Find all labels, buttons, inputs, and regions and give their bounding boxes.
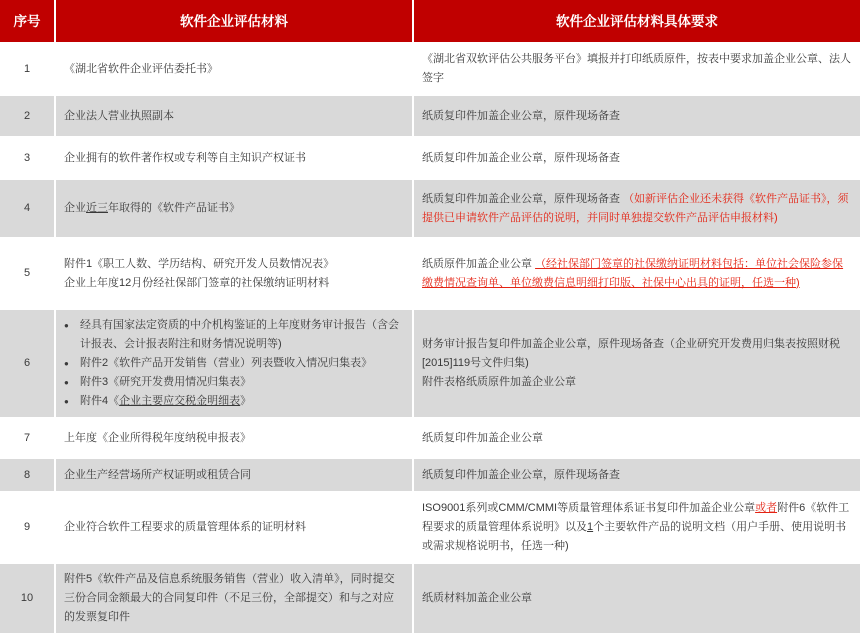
material-cell (56, 44, 412, 94)
line-text (64, 429, 404, 448)
row-number-cell (0, 138, 54, 178)
text-segment: 》 (240, 395, 252, 407)
text-line (64, 354, 404, 373)
text-line (64, 429, 404, 448)
text-segment: 《湖北省软件企业评估委托书》 (64, 62, 218, 75)
table-row (0, 239, 860, 308)
row-number-cell (0, 310, 54, 417)
row-number: 2 (23, 109, 31, 122)
text-segment: 企业生产经营场所产权证明或租赁合同 (64, 468, 251, 481)
text-line (422, 429, 852, 448)
requirement-lines (422, 255, 852, 293)
text-segment: 个主要软件产品的说明文档（用户手册、使用说明书或需求规格说明书，任选一种) (422, 521, 847, 552)
requirement-cell (414, 138, 860, 178)
text-line (64, 570, 404, 627)
row-number-cell (0, 493, 54, 562)
material-cell (56, 96, 412, 136)
row-number: 9 (23, 521, 31, 533)
material-cell (56, 493, 412, 562)
requirement-lines (422, 466, 852, 485)
text-line (422, 50, 852, 88)
row-number: 8 (23, 468, 31, 481)
line-text (64, 255, 404, 274)
text-line (422, 190, 852, 228)
header-cell-requirement: 软件企业评估材料具体要求 (414, 0, 860, 42)
requirement-lines (422, 335, 852, 392)
line-text (80, 373, 404, 392)
text-segment-redu: （经社保部门签章的社保缴纳证明材料包括：单位社会保险参保缴费情况查询单、单位缴费信息明细打印版、社保中心出具的证明，任选一种) (422, 257, 844, 289)
text-line (64, 199, 404, 218)
material-lines (64, 255, 404, 293)
line-text (64, 570, 404, 627)
text-segment: 附件1《职工人数、学历结构、研究开发人员数情况表》 (64, 257, 335, 270)
row-number-cell (0, 44, 54, 94)
header-cell-index: 序号 (0, 0, 54, 42)
text-line (64, 518, 404, 537)
line-text (64, 274, 404, 293)
table-row (0, 44, 860, 94)
requirement-cell (414, 493, 860, 562)
requirement-cell (414, 96, 860, 136)
material-cell (56, 459, 412, 491)
text-segment: 财务审计报告复印件加盖企业公章，原件现场备查（企业研究开发费用归集表按照财税[2015]119号文件归集) (422, 338, 840, 369)
text-line (64, 316, 404, 354)
requirement-cell (414, 564, 860, 633)
text-segment: 纸质材料加盖企业公章 (422, 592, 532, 604)
requirement-cell (414, 44, 860, 94)
text-segment: 企业法人营业执照副本 (64, 109, 174, 122)
requirement-lines (422, 589, 852, 608)
text-segment: 附件6《软件工程要求的质量管理体系说明》以及 (422, 502, 850, 533)
line-text (64, 199, 404, 218)
row-number-cell (0, 459, 54, 491)
material-lines (64, 429, 404, 448)
line-text (80, 316, 404, 354)
table-row (0, 564, 860, 633)
line-text (422, 255, 852, 293)
requirement-cell (414, 419, 860, 457)
row-number-cell (0, 419, 54, 457)
text-line (422, 466, 852, 485)
text-line (422, 255, 852, 293)
requirement-cell (414, 180, 860, 237)
text-segment: 附件表格纸质原件加盖企业公章 (422, 376, 576, 388)
material-cell (56, 180, 412, 237)
text-segment-red: （如新评估企业还未获得《软件产品证书》，须提供已申请软件产品评估的说明，并同时单独提交软件产品评估申报材料) (422, 192, 849, 224)
text-segment-u: 近三 (86, 202, 108, 214)
text-line (64, 274, 404, 293)
bullet-icon: ● (64, 378, 69, 387)
table-header-row (0, 0, 860, 42)
line-text (422, 373, 852, 392)
text-segment: 附件5《软件产品及信息系统服务销售（营业）收入清单》，同时提交三份合同金额最大的合同复印件（不足三份，全部提交）和与之对应的发票复印件 (64, 573, 395, 623)
table-row (0, 96, 860, 136)
text-line (64, 255, 404, 274)
text-line (64, 149, 404, 168)
material-lines (64, 199, 404, 218)
text-segment: 纸质复印件加盖企业公章，原件现场备查 (422, 468, 620, 481)
text-segment: 企业符合软件工程要求的质量管理体系的证明材料 (64, 521, 306, 533)
row-number: 6 (23, 357, 31, 369)
material-cell (56, 564, 412, 633)
text-segment: 企业上年度12月份经社保部门签章的社保缴纳证明材料 (64, 276, 330, 289)
bullet-icon: ● (64, 397, 69, 406)
text-line (64, 466, 404, 485)
line-text (422, 429, 852, 448)
header-cell-material: 软件企业评估材料 (56, 0, 412, 42)
text-line (64, 107, 404, 126)
text-segment: 年取得的《软件产品证书》 (108, 202, 240, 214)
table-row (0, 310, 860, 417)
line-text (422, 499, 852, 556)
material-lines (64, 316, 404, 411)
text-line (422, 149, 852, 168)
text-segment: ISO9001系列或CMM/CMMI等质量管理体系证书复印件加盖企业公章 (422, 502, 756, 514)
text-segment: 纸质复印件加盖企业公章，原件现场备查 (422, 192, 624, 205)
text-line (422, 335, 852, 373)
requirement-lines (422, 149, 852, 168)
table-row (0, 180, 860, 237)
row-number: 1 (23, 62, 31, 75)
line-text (80, 354, 404, 373)
requirement-lines (422, 190, 852, 228)
row-number-cell (0, 180, 54, 237)
material-lines (64, 466, 404, 485)
bullet-icon: ● (64, 359, 69, 368)
text-segment: 上年度《企业所得税年度纳税申报表》 (64, 431, 251, 444)
text-line (422, 373, 852, 392)
line-text (80, 392, 404, 411)
bullet-icon: ● (64, 321, 69, 330)
material-cell (56, 239, 412, 308)
text-segment: 纸质复印件加盖企业公章 (422, 431, 543, 444)
line-text (422, 190, 852, 228)
table-row (0, 138, 860, 178)
row-number: 10 (20, 592, 34, 604)
material-lines (64, 107, 404, 126)
text-segment-u: 企业主要应交税金明细表 (119, 395, 241, 407)
requirement-cell (414, 239, 860, 308)
text-line (422, 499, 852, 556)
requirement-cell (414, 310, 860, 417)
row-number-cell (0, 564, 54, 633)
material-cell (56, 138, 412, 178)
line-text (64, 518, 404, 537)
line-text (64, 107, 404, 126)
material-lines (64, 570, 404, 627)
line-text (422, 50, 852, 88)
text-segment: 经具有国家法定资质的中介机构鉴证的上年度财务审计报告（含会计报表、会计报表附注和财务情况说明等) (80, 319, 399, 350)
row-number: 3 (23, 151, 31, 164)
text-segment: 《湖北省双软评估公共服务平台》填报并打印纸质原件，按表中要求加盖企业公章、法人签字 (422, 53, 851, 84)
row-number: 4 (23, 202, 31, 214)
line-text (64, 149, 404, 168)
line-text (422, 107, 852, 126)
text-line (64, 392, 404, 411)
line-text (422, 589, 852, 608)
material-cell (56, 419, 412, 457)
text-segment-u: 1 (587, 521, 594, 533)
text-segment: 企业 (64, 202, 86, 214)
row-number-cell (0, 96, 54, 136)
row-number-cell (0, 239, 54, 308)
text-segment: 纸质原件加盖企业公章 (422, 257, 536, 270)
table-row (0, 419, 860, 457)
line-text (422, 149, 852, 168)
table-row (0, 459, 860, 491)
requirement-lines (422, 107, 852, 126)
material-lines (64, 60, 404, 79)
line-text (422, 335, 852, 373)
text-line (64, 373, 404, 392)
material-lines (64, 518, 404, 537)
row-number: 5 (23, 267, 31, 279)
requirement-lines (422, 429, 852, 448)
text-segment: 纸质复印件加盖企业公章，原件现场备查 (422, 151, 620, 164)
material-lines (64, 149, 404, 168)
text-line (422, 107, 852, 126)
text-line (64, 60, 404, 79)
line-text (422, 466, 852, 485)
line-text (64, 466, 404, 485)
text-segment-redu: 或者 (755, 502, 778, 514)
requirement-lines (422, 50, 852, 88)
requirement-lines (422, 499, 852, 556)
text-line (422, 589, 852, 608)
text-segment: 附件4《 (80, 395, 120, 407)
text-segment: 附件3《研究开发费用情况归集表》 (80, 376, 252, 388)
table-row (0, 493, 860, 562)
text-segment: 纸质复印件加盖企业公章，原件现场备查 (422, 109, 620, 122)
text-segment: 企业拥有的软件著作权或专利等自主知识产权证书 (64, 151, 306, 164)
line-text (64, 60, 404, 79)
requirement-cell (414, 459, 860, 491)
material-cell (56, 310, 412, 417)
row-number: 7 (23, 431, 31, 444)
text-segment: 附件2《软件产品开发销售（营业）列表暨收入情况归集表》 (80, 357, 373, 369)
